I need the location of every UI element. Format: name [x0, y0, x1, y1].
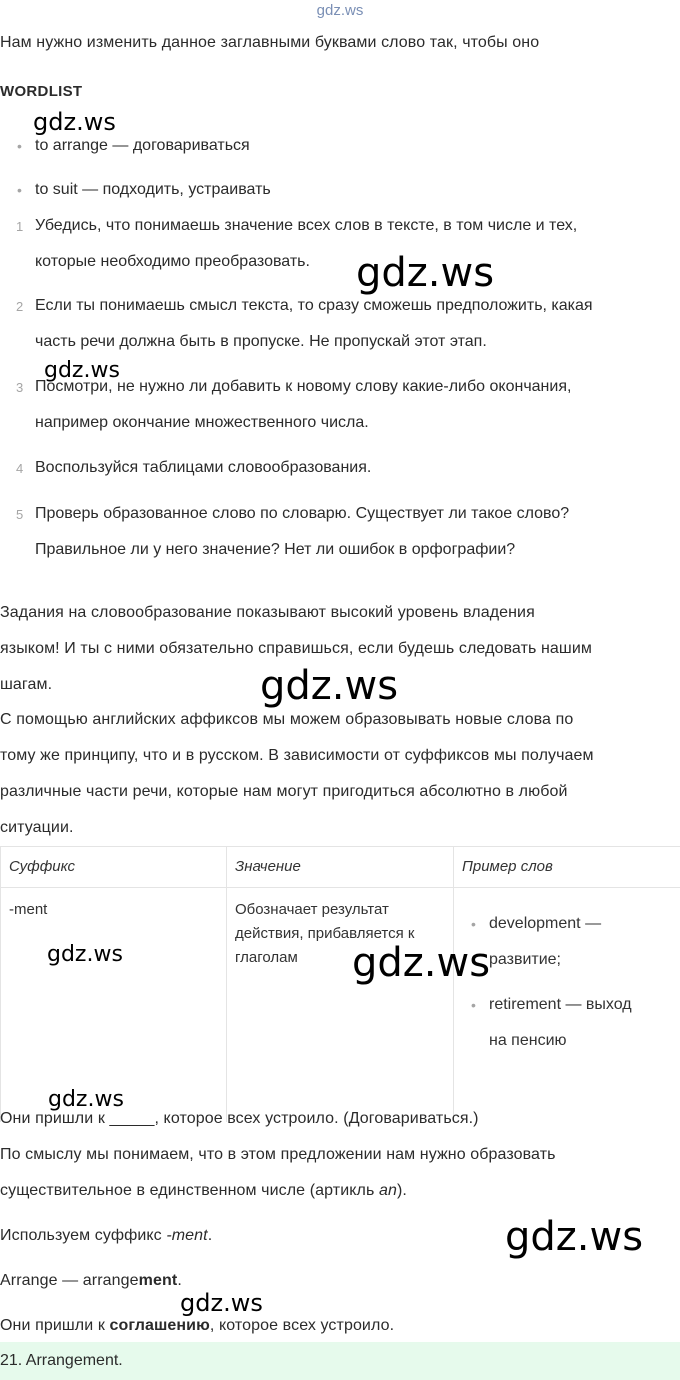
bullet-icon: • — [17, 138, 22, 154]
example-item — [454, 987, 680, 1059]
meaning-line: действия, прибавляется к — [235, 925, 415, 942]
table-header-cell: Суффикс — [1, 847, 227, 888]
step-text: часть речи должна быть в пропуске. Не пропускай этот этап. — [35, 333, 487, 350]
watermark: gdz.ws — [44, 358, 120, 383]
answer-text: 21. Arrangement. — [0, 1352, 123, 1369]
step-number: 4 — [16, 461, 24, 476]
article-text: an — [378, 1182, 397, 1199]
step-text: Если ты понимаешь смысл текста, то сразу сможешь предположить, какая — [35, 297, 593, 314]
step-text: которые необходимо преобразовать. — [35, 253, 310, 270]
step-text: например окончание множественного числа. — [35, 414, 369, 431]
suffix-usage-line: Используем суффикс -ment. — [0, 1227, 213, 1244]
final-sentence: Они пришли к соглашению, которое всех устроило. — [0, 1317, 395, 1334]
bullet-icon: • — [17, 182, 22, 198]
step-number: 2 — [16, 299, 24, 314]
suffix-text: -ment — [166, 1227, 208, 1244]
watermark: gdz.ws — [180, 1289, 263, 1317]
step-number: 5 — [16, 507, 24, 522]
step-text: Воспользуйся таблицами словообразования. — [35, 459, 372, 476]
derivation-line: Arrange — arrangement. — [0, 1272, 182, 1289]
derivation-suffix: ment — [138, 1272, 178, 1289]
paragraph-line: тому же принципу, что и в русском. В зависимости от суффиксов мы получаем — [0, 747, 594, 764]
watermark: gdz.ws — [505, 1214, 644, 1260]
wordlist-heading: WORDLIST — [0, 83, 83, 100]
top-watermark: gdz.ws — [316, 2, 364, 19]
watermark: gdz.ws — [47, 942, 123, 967]
step-number: 3 — [16, 380, 24, 395]
step-number: 1 — [16, 219, 24, 234]
suffix-table — [0, 846, 680, 1122]
example-line: развитие; — [489, 951, 561, 968]
table-header-cell: Пример слов — [454, 847, 680, 888]
watermark: gdz.ws — [260, 663, 399, 709]
reason-line: По смыслу мы понимаем, что в этом предложении нам нужно образовать — [0, 1146, 556, 1163]
suffix-value: -ment — [9, 901, 48, 918]
meaning-cell — [227, 888, 454, 1123]
answer-box — [0, 1342, 680, 1380]
paragraph-line: Задания на словообразование показывают высокий уровень владения — [0, 604, 535, 621]
example-line: на пенсию — [489, 1032, 567, 1049]
paragraph-line: языком! И ты с ними обязательно справишься, если будешь следовать нашим — [0, 640, 592, 657]
examples-cell — [454, 888, 680, 1123]
paragraph-line: С помощью английских аффиксов мы можем образовывать новые слова по — [0, 711, 574, 728]
meaning-line: глаголам — [235, 949, 298, 966]
step-text: Убедись, что понимаешь значение всех слов в тексте, в том числе и тех, — [35, 217, 578, 234]
intro-text: Нам нужно изменить данное заглавными буквами слово так, чтобы оно — [0, 34, 540, 51]
table-header-row — [1, 847, 680, 888]
paragraph-line: шагам. — [0, 676, 53, 693]
watermark: gdz.ws — [356, 250, 495, 296]
paragraph-line: различные части речи, которые нам могут пригодиться абсолютно в любой — [0, 783, 568, 800]
wordlist-item-text: to arrange — договариваться — [35, 137, 250, 154]
task-sentence: Они пришли к _____, которое всех устроило. (Договариваться.) — [0, 1110, 479, 1127]
answer-word: соглашению — [109, 1317, 210, 1334]
wordlist-item — [17, 138, 22, 156]
step-text: Правильное ли у него значение? Нет ли ошибок в орфографии? — [35, 541, 516, 558]
example-line: • retirement — выход — [489, 996, 632, 1013]
meaning-line: Обозначает результат — [235, 901, 389, 918]
step-text: Проверь образованное слово по словарю. Существует ли такое слово? — [35, 505, 570, 522]
example-line: • development — — [489, 915, 602, 932]
wordlist-item-text: to suit — подходить, устраивать — [35, 181, 271, 198]
table-header-cell: Значение — [227, 847, 454, 888]
watermark: gdz.ws — [48, 1087, 124, 1112]
reason-line: существительное в единственном числе (артикль an). — [0, 1182, 407, 1199]
step-text: Посмотри, не нужно ли добавить к новому слову какие-либо окончания, — [35, 378, 572, 395]
watermark: gdz.ws — [352, 940, 491, 986]
watermark: gdz.ws — [33, 108, 116, 136]
wordlist-item — [17, 182, 22, 200]
paragraph-line: ситуации. — [0, 819, 74, 836]
